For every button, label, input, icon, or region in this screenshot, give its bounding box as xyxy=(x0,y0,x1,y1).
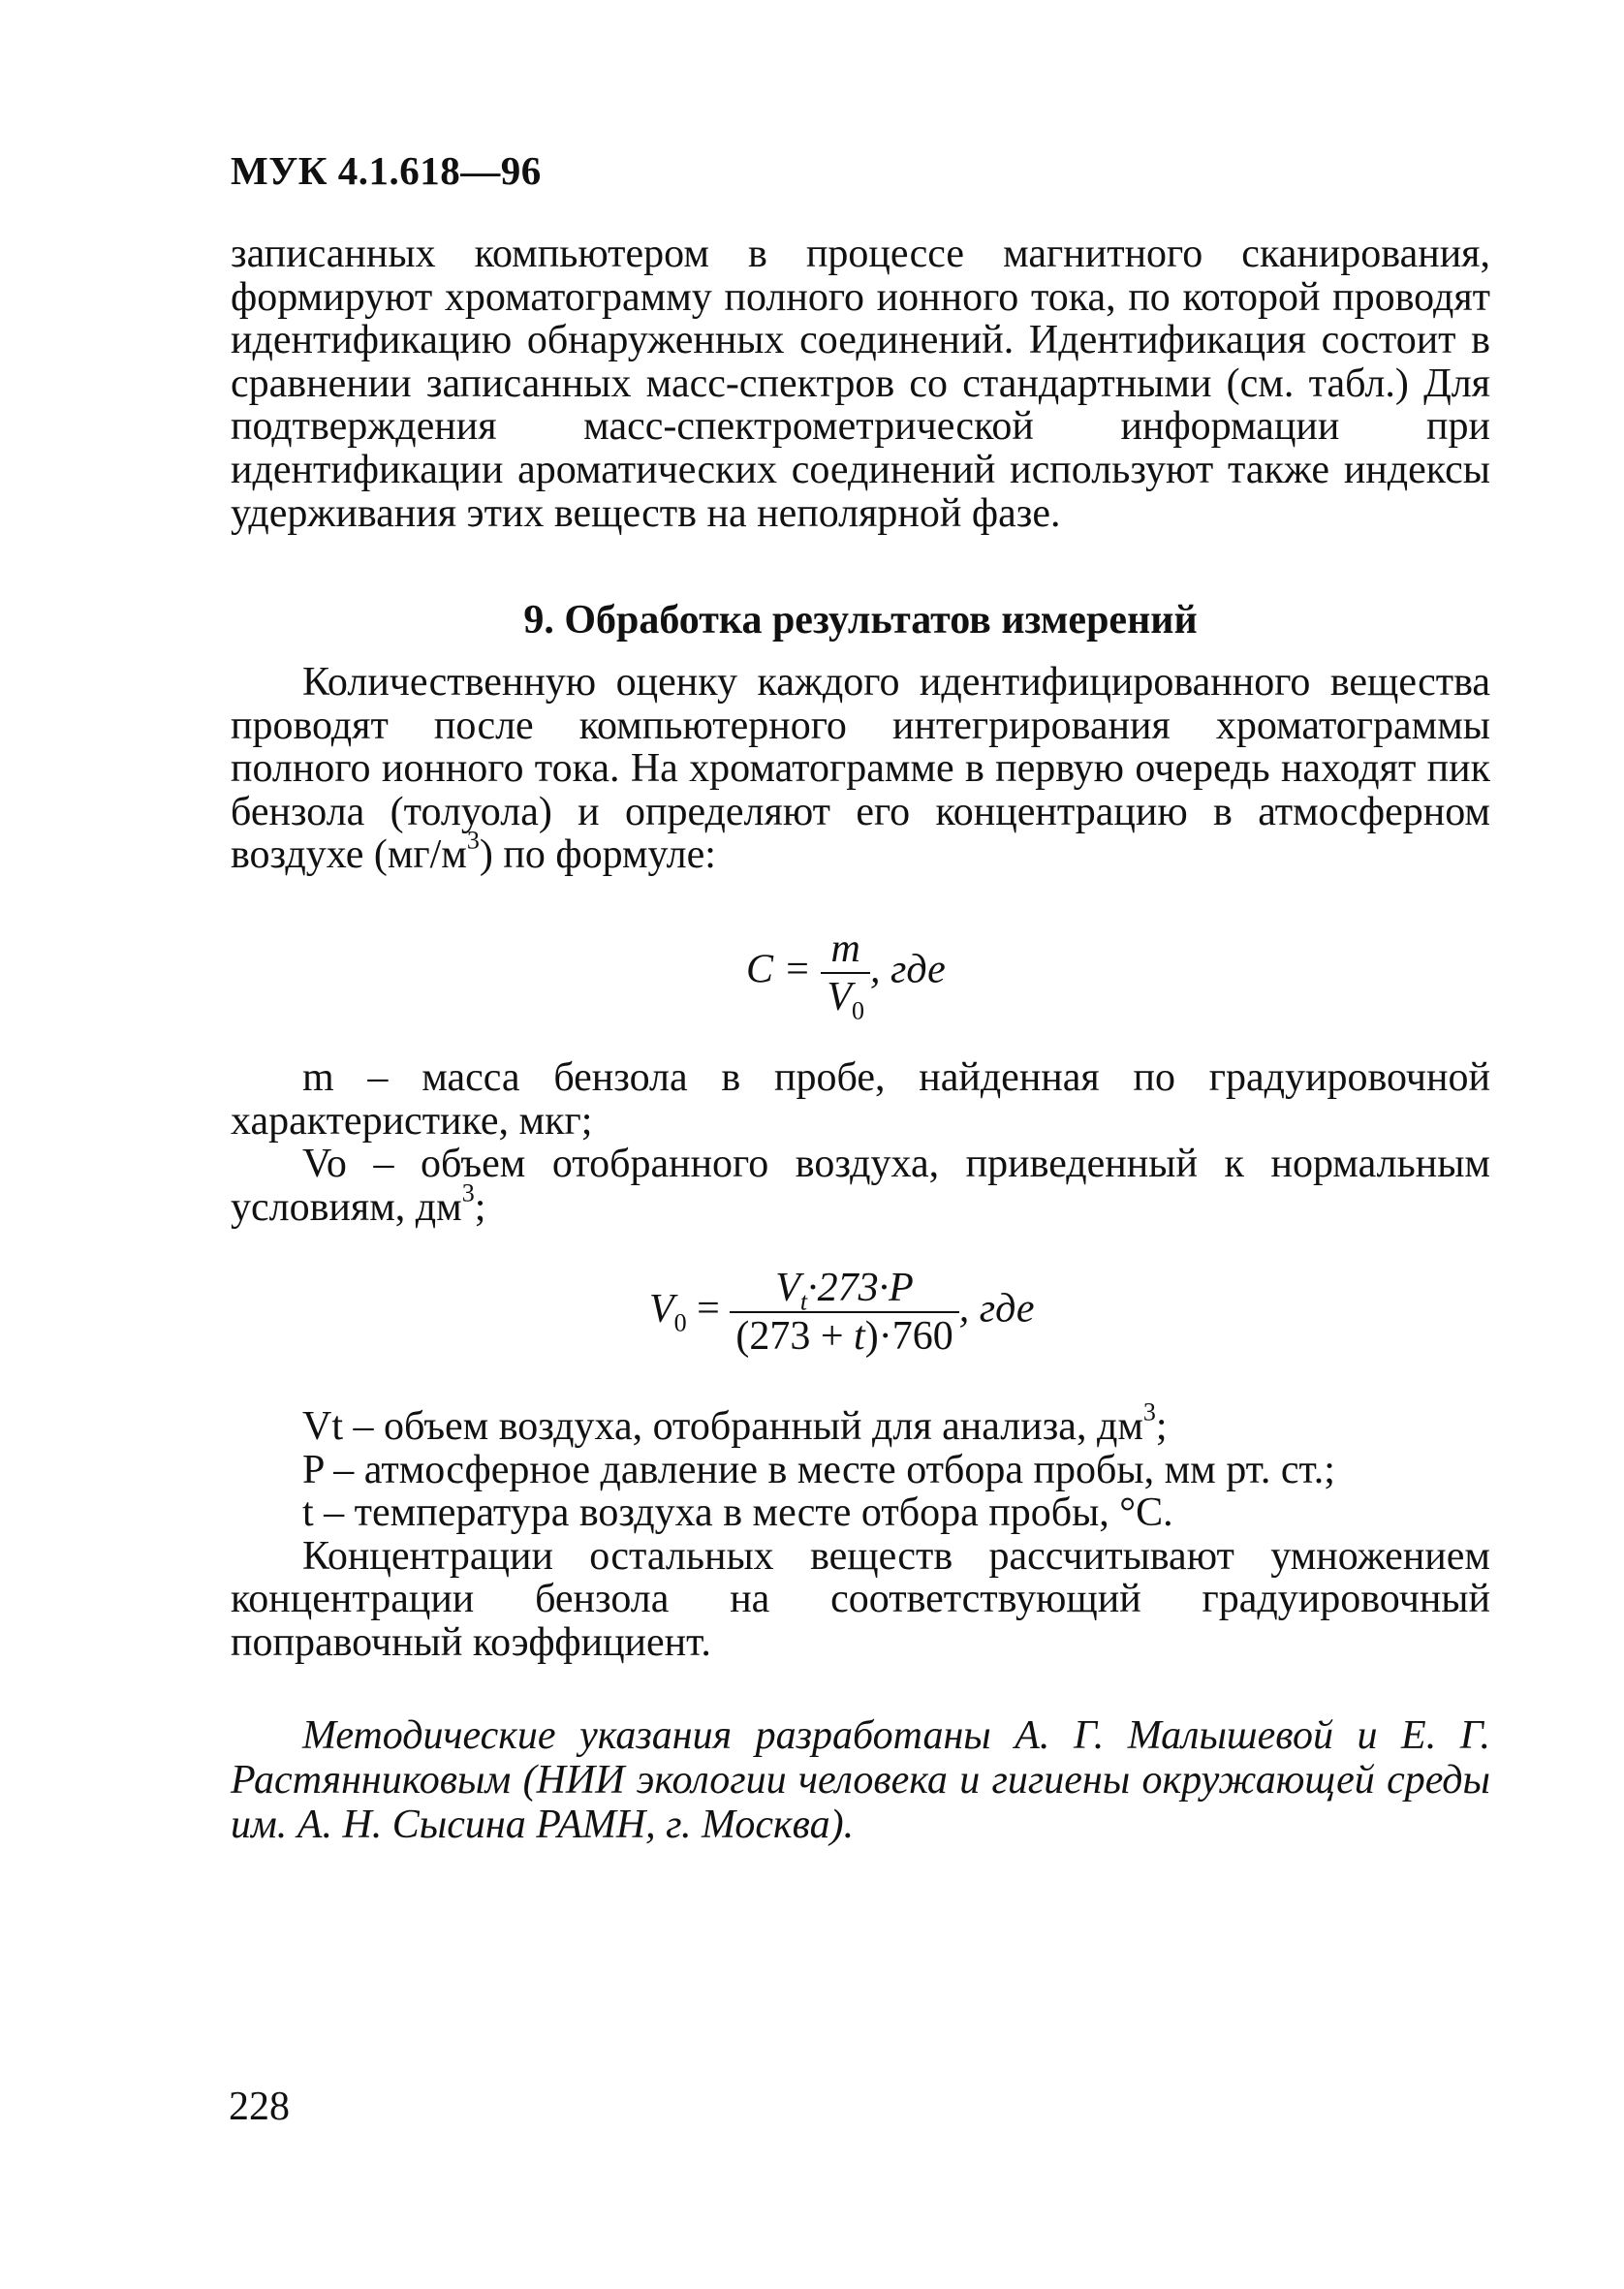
definition-v0 xyxy=(231,1143,1490,1229)
section-paragraph-text: Количественную оценку каждого идентифицированного вещества проводят после компьютерного интегрирования хроматограммы полного ионного тока. На хроматограмме в первую очередь находят пик бензола (толуола) и определяют его концентрацию в атмосферном воздухе (мг/м xyxy=(231,660,1490,878)
concluding-paragraph: Концентрации остальных веществ рассчитывают умножением концентрации бензола на соответствующий градуировочный поправочный коэффициент. xyxy=(231,1533,1490,1665)
definition-v0-sup: 3 xyxy=(461,1178,475,1207)
formula1-den-sub: 0 xyxy=(852,996,865,1025)
section-block xyxy=(231,661,1490,877)
definition-p: P – атмосферное давление в месте отбора пробы, мм рт. ст.; xyxy=(302,1447,1335,1492)
intro-block xyxy=(231,233,1490,535)
formula2-numerator xyxy=(730,1265,958,1316)
section-paragraph-tail: ) по формуле: xyxy=(479,832,716,878)
section-heading: 9. Обработка результатов измерений xyxy=(523,598,1198,643)
document-header: МУК 4.1.618—96 xyxy=(231,148,542,193)
formula2-den-a: (273 + xyxy=(735,1314,855,1359)
definition-vt xyxy=(231,1397,1490,1449)
formula2-lhs-sub: 0 xyxy=(673,1308,687,1337)
formula1-den-main: V xyxy=(827,975,853,1019)
definition-m: m – масса бензола в пробе, найденная по градуировочной характеристике, мкг; xyxy=(231,1055,1490,1144)
authors-note-block xyxy=(231,1713,1490,1847)
authors-note: Методические указания разработаны А. Г. Малышевой и Е. Г. Растянниковым (НИИ экологии человека и гигиены окружающей среды им. А. Н. Сысина РАМН, г. Москва). xyxy=(231,1713,1490,1847)
definition-t: t – температура воздуха в месте отбора пробы, °C. xyxy=(302,1490,1173,1536)
definitions-block-1 xyxy=(231,1056,1490,1229)
definition-vt-tail: ; xyxy=(1155,1404,1168,1449)
formula1-lhs: C = xyxy=(746,947,811,992)
formula2-suffix: , где xyxy=(958,1286,1035,1332)
formula2-den-b: )·760 xyxy=(864,1314,953,1359)
formula2-num-sub: t xyxy=(799,1287,808,1316)
formula2-equals: = xyxy=(697,1286,720,1332)
formula2-lhs xyxy=(649,1286,687,1337)
section-paragraph xyxy=(231,661,1490,877)
page-number: 228 xyxy=(229,2085,290,2129)
formula2-denominator xyxy=(730,1311,958,1360)
formula2-fraction xyxy=(730,1265,958,1360)
definition-vt-sup: 3 xyxy=(1142,1397,1156,1427)
formula2-den-t: t xyxy=(854,1314,865,1359)
formula2-num-rest: ·273·P xyxy=(807,1266,914,1310)
formula1-denominator xyxy=(821,972,870,1025)
formula2-num-v: V xyxy=(775,1266,800,1310)
formula1-numerator: m xyxy=(830,926,860,971)
definitions-block-2 xyxy=(231,1397,1490,1665)
formula2-lhs-main: V xyxy=(649,1286,674,1332)
section-paragraph-sup: 3 xyxy=(466,826,480,855)
intro-paragraph: записанных компьютером в процессе магнитного сканирования, формируют хроматограмму полного ионного тока, по которой проводят идентификацию обнаруженных соединений. Идентификация состоит в сравнении записанных масс-спектров со стандартными (см. табл.) Для подтверждения масс-спектрометрической информации при идентификации ароматических соединений используют также индексы удерживания этих веществ на неполярной фазе. xyxy=(231,232,1490,536)
formula-volume xyxy=(649,1265,1035,1360)
definition-vt-text: Vt – объем воздуха, отобранный для анализа, дм xyxy=(302,1404,1143,1449)
formula1-suffix: , где xyxy=(870,947,946,992)
formula1-fraction xyxy=(821,925,870,1025)
definition-v0-tail: ; xyxy=(474,1184,486,1230)
definition-v0-text: Vo – объем отобранного воздуха, приведенный к нормальным условиям, дм xyxy=(231,1142,1490,1230)
formula-concentration xyxy=(746,925,946,1025)
